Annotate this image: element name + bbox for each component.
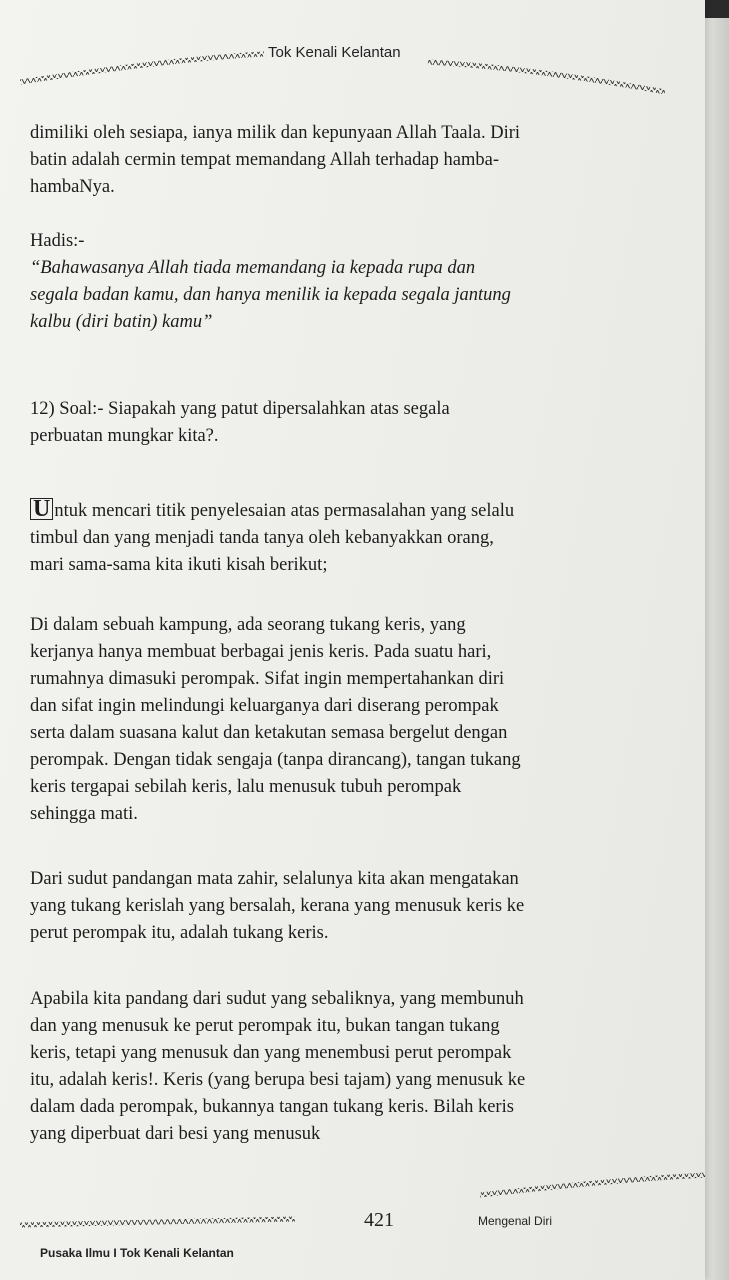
paragraph-opening <box>30 120 670 201</box>
text-line: sehingga mati. <box>30 804 138 824</box>
text-line: itu, adalah keris!. Keris (yang berupa besi tajam) yang menusuk ke <box>30 1070 526 1090</box>
text-line: dimiliki oleh sesiapa, ianya milik dan kepunyaan Allah Taala. Diri <box>30 123 521 143</box>
text-line: Dari sudut pandangan mata zahir, selalunya kita akan mengatakan <box>30 869 519 889</box>
hadis-quote-line: kalbu (diri batin) kamu” <box>30 312 213 332</box>
text-line: mari sama-sama kita ikuti kisah berikut; <box>30 555 328 575</box>
text-line: serta dalam suasana kalut dan ketakutan semasa bergelut dengan <box>30 723 508 743</box>
page-header <box>20 42 670 102</box>
page-number: 421 <box>364 1209 394 1231</box>
text-line: dalam dada perompak, bukannya tangan tukang keris. Bilah keris <box>30 1097 514 1117</box>
text-line: dan sifat ingin melindungi keluarganya dari diserang perompak <box>30 696 499 716</box>
text-line: 12) Soal:- Siapakah yang patut dipersalahkan atas segala <box>30 399 450 419</box>
paragraph-sebaliknya <box>30 986 670 1148</box>
running-header-title: Tok Kenali Kelantan <box>268 44 401 61</box>
footer-ornament <box>10 1165 710 1245</box>
hadis-label: Hadis:- <box>30 231 85 251</box>
text-line: hambaNya. <box>30 177 115 197</box>
text-line: timbul dan yang menjadi tanda tanya oleh kebanyakkan orang, <box>30 528 494 548</box>
text-line: Apabila kita pandang dari sudut yang sebaliknya, yang membunuh <box>30 989 524 1009</box>
corner-tab-right <box>702 0 729 18</box>
text-line: Di dalam sebuah kampung, ada seorang tukang keris, yang <box>30 615 466 635</box>
text-line: perompak. Dengan tidak sengaja (tanpa dirancang), tangan tukang <box>30 750 521 770</box>
footer-book-title: Pusaka Ilmu I Tok Kenali Kelantan <box>40 1246 234 1260</box>
text-line: keris tergapai sebilah keris, lalu menusuk tubuh perompak <box>30 777 462 797</box>
text-line: perut perompak itu, adalah tukang keris. <box>30 923 329 943</box>
text-line-rest: ntuk mencari titik penyelesaian atas permasalahan yang selalu <box>54 501 515 521</box>
paragraph-zahir <box>30 866 670 947</box>
text-line: yang tukang kerislah yang bersalah, kerana yang menusuk keris ke <box>30 896 525 916</box>
text-line: kerjanya hanya membuat berbagai jenis keris. Pada suatu hari, <box>30 642 492 662</box>
paragraph-story <box>30 612 670 828</box>
hadis-quote-line: “Bahawasanya Allah tiada memandang ia kepada rupa dan <box>30 258 476 278</box>
footer-chapter-label: Mengenal Diri <box>478 1214 553 1228</box>
text-line: yang diperbuat dari besi yang menusuk <box>30 1124 321 1144</box>
question-heading <box>30 396 670 450</box>
hadis-block <box>30 228 670 336</box>
hadis-quote-line: segala badan kamu, dan hanya menilik ia kepada segala jantung <box>30 285 511 305</box>
text-line: keris, tetapi yang menusuk dan yang menembusi perut perompak <box>30 1043 512 1063</box>
text-line: perbuatan mungkar kita?. <box>30 426 219 446</box>
text-line: rumahnya dimasuki perompak. Sifat ingin mempertahankan diri <box>30 669 505 689</box>
text-line <box>30 498 670 525</box>
paragraph-intro <box>30 498 670 579</box>
decorative-initial: U <box>30 498 53 520</box>
text-line: dan yang menusuk ke perut perompak itu, bukan tangan tukang <box>30 1016 500 1036</box>
text-line: batin adalah cermin tempat memandang Allah terhadap hamba- <box>30 150 499 170</box>
